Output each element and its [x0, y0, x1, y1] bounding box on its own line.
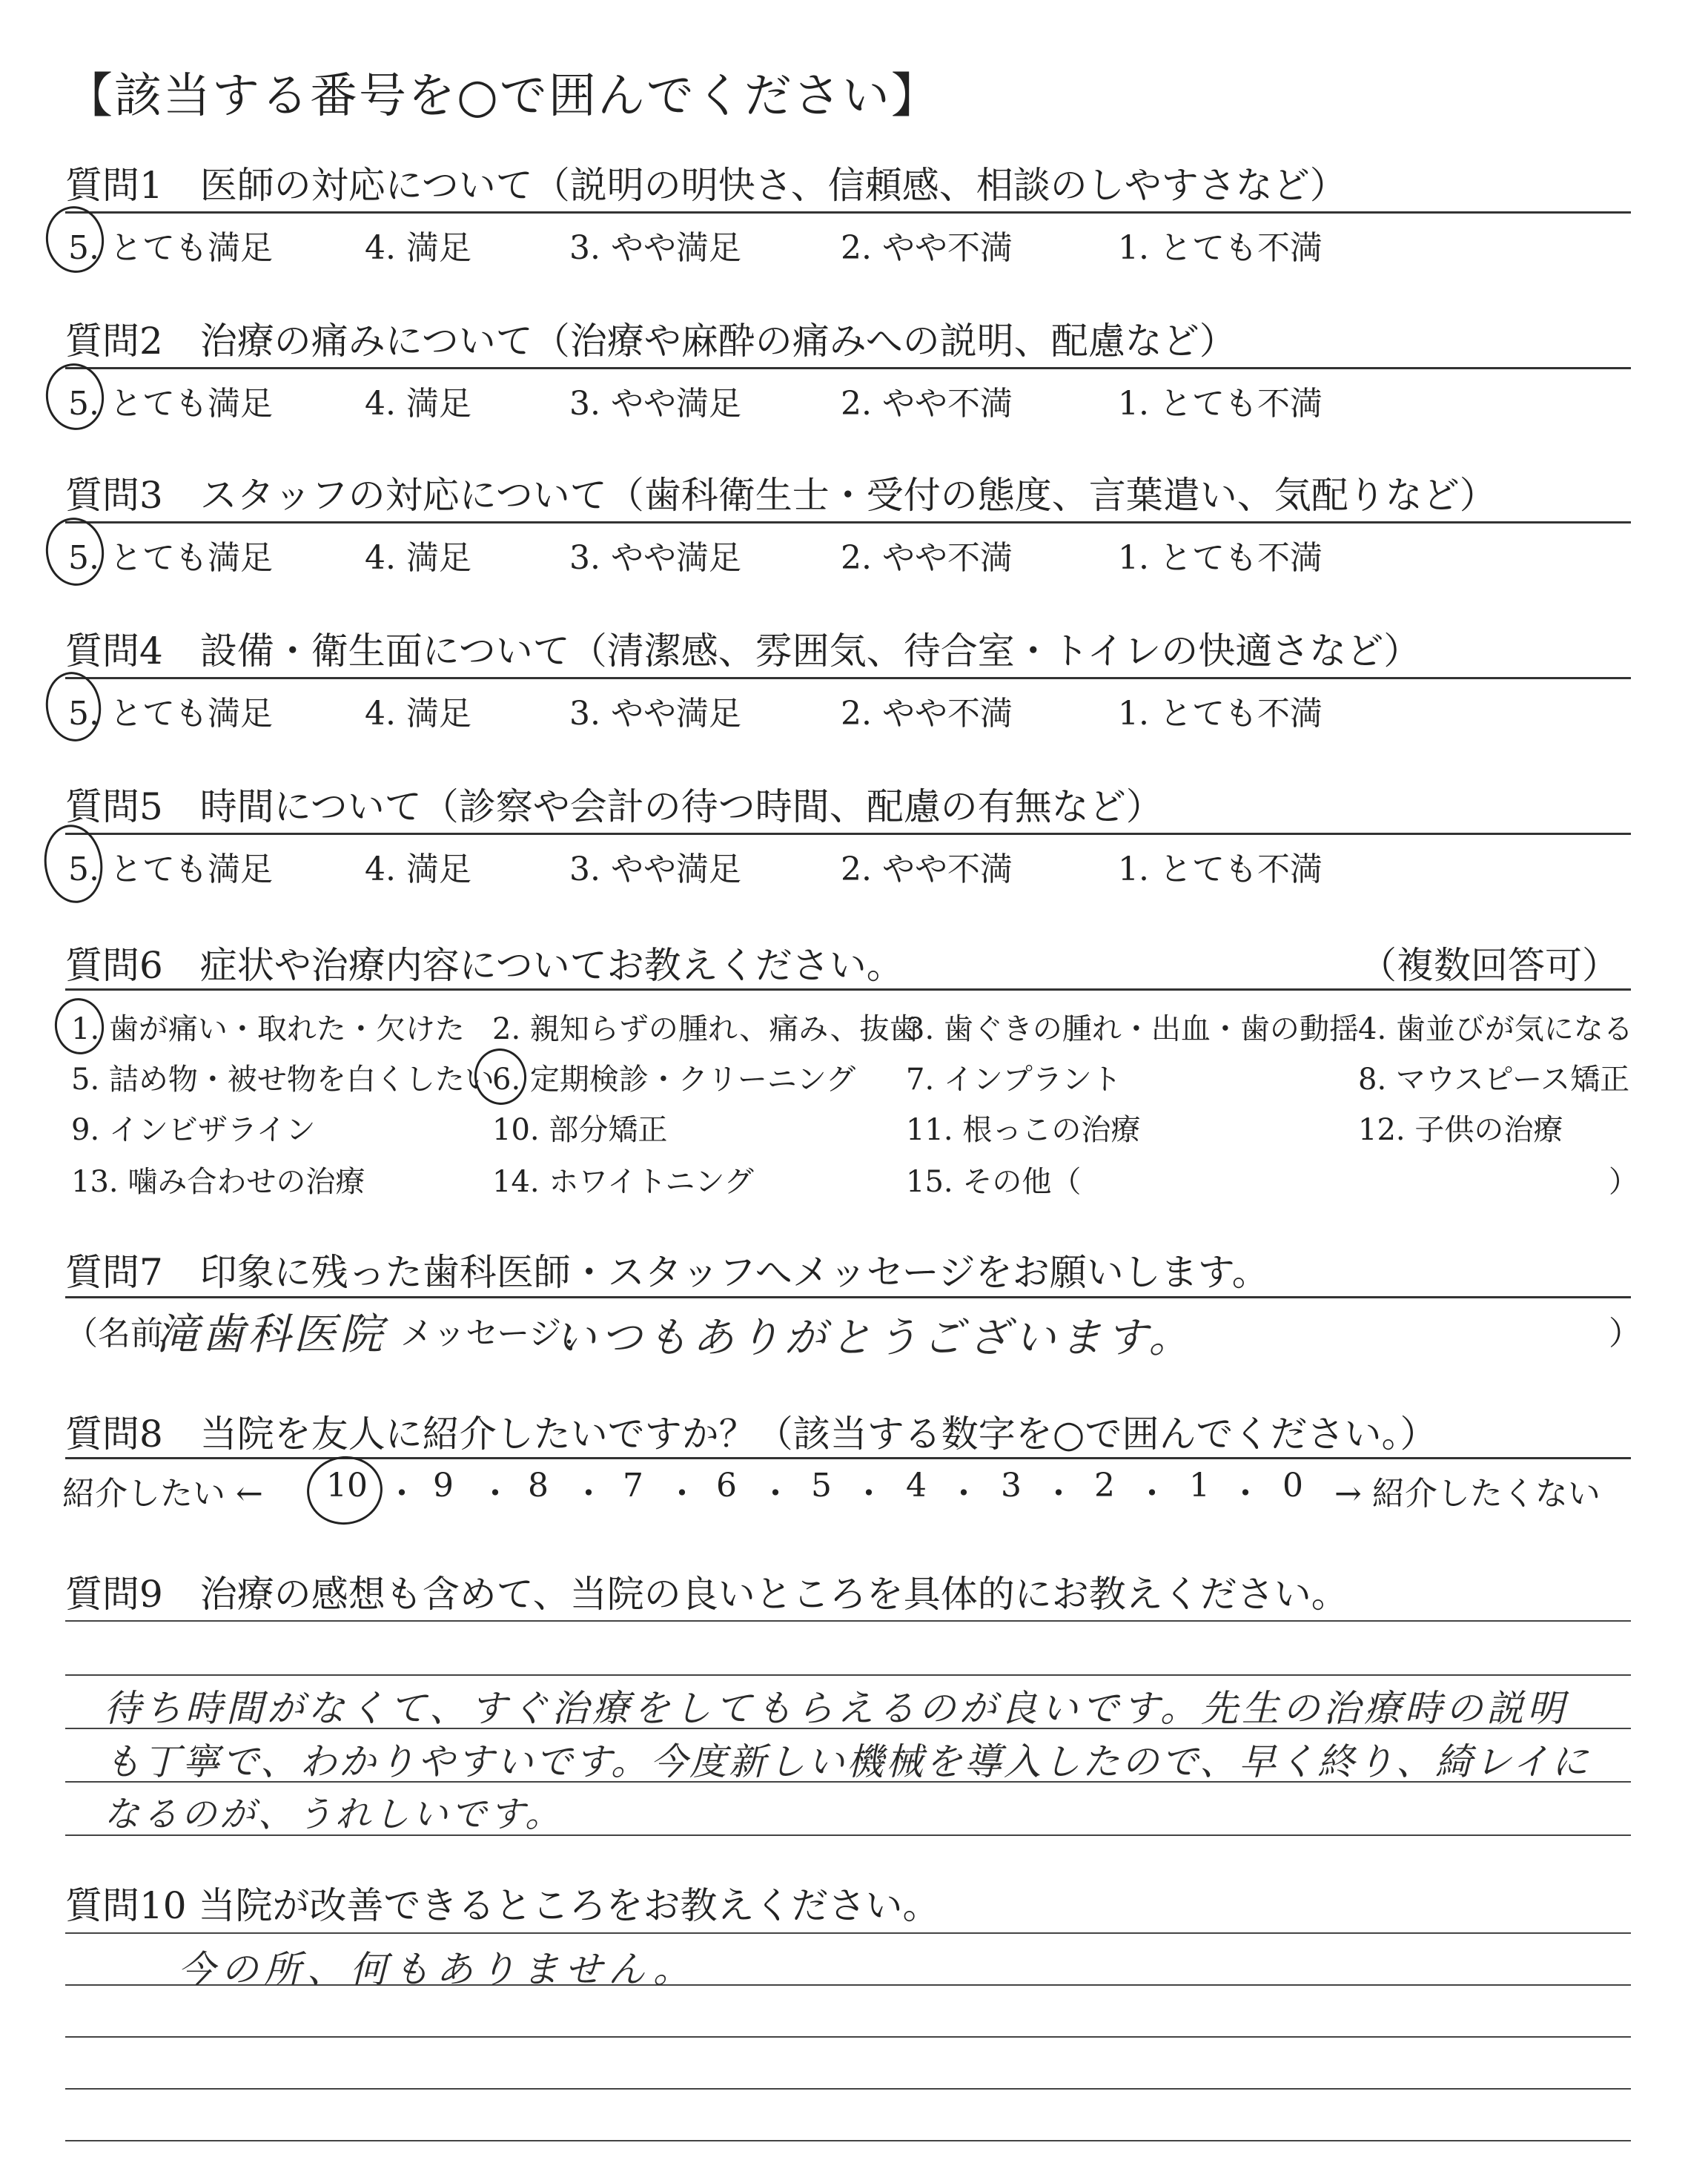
q6-note: （複数回答可） [1360, 944, 1619, 987]
q9-answer-rule-1 [65, 1620, 1631, 1622]
q1-rule [65, 211, 1631, 214]
q6-selection-circle-6 [471, 1045, 530, 1108]
q8-scale-7[interactable]: 7 [623, 1467, 643, 1505]
q6-heading: 質問6 症状や治療内容についてお教えください。 [65, 944, 904, 987]
q4-option-5[interactable]: 5. とても満足 [68, 695, 273, 733]
q2-option-1[interactable]: 1. とても不満 [1118, 385, 1323, 423]
q8-scale-10[interactable]: 10 [326, 1467, 368, 1505]
q8-scale-dot: ・ [1136, 1475, 1168, 1513]
q6-option-15[interactable]: 15. その他（ [906, 1165, 1082, 1199]
q8-scale-8[interactable]: 8 [528, 1467, 549, 1505]
q7-name-value[interactable]: 滝歯科医院 [156, 1309, 386, 1359]
q9-answer-line-1[interactable]: 待ち時間がなくて、すぐ治療をしてもらえるのが良いです。先生の治療時の説明 [104, 1687, 1568, 1730]
q8-scale-dot: ・ [666, 1475, 698, 1513]
q6-selection-circle-1 [51, 995, 107, 1057]
q6-option-1[interactable]: 1. 歯が痛い・取れた・欠けた [71, 1012, 465, 1046]
q5-option-3[interactable]: 3. やや満足 [569, 851, 741, 888]
q8-scale-2[interactable]: 2 [1094, 1467, 1115, 1505]
q8-scale-5[interactable]: 5 [811, 1467, 832, 1505]
q5-option-2[interactable]: 2. やや不満 [841, 851, 1013, 888]
q8-scale-dot: ・ [1229, 1475, 1262, 1513]
q6-option-2[interactable]: 2. 親知らずの腫れ、痛み、抜歯 [492, 1012, 919, 1046]
q8-scale-9[interactable]: 9 [433, 1467, 454, 1505]
q10-answer-rule-5 [65, 2140, 1631, 2141]
q8-scale-dot: ・ [853, 1475, 885, 1513]
q4-option-3[interactable]: 3. やや満足 [569, 695, 741, 733]
q6-rule [65, 988, 1631, 991]
q6-option-14[interactable]: 14. ホワイトニング [492, 1165, 754, 1199]
q9-answer-line-2[interactable]: も丁寧で、わかりやすいです。今度新しい機械を導入したので、早く終り、綺レイに [104, 1740, 1591, 1783]
q6-option-13[interactable]: 13. 噛み合わせの治療 [71, 1165, 365, 1199]
q2-option-5[interactable]: 5. とても満足 [68, 385, 273, 423]
q8-scale-4[interactable]: 4 [906, 1467, 927, 1505]
q6-option-10[interactable]: 10. 部分矯正 [492, 1113, 668, 1147]
q8-scale-dot: ・ [479, 1475, 512, 1513]
q6-other-close-paren: ） [1609, 1165, 1638, 1199]
q4-option-2[interactable]: 2. やや不満 [841, 695, 1013, 733]
q6-option-3[interactable]: 3. 歯ぐきの腫れ・出血・歯の動揺 [906, 1012, 1359, 1046]
q1-option-5[interactable]: 5. とても満足 [68, 229, 273, 267]
q1-option-2[interactable]: 2. やや不満 [841, 229, 1013, 267]
q8-scale-dot: ・ [947, 1475, 980, 1513]
q10-answer-rule-1 [65, 1932, 1631, 1934]
q10-heading: 質問10 当院が改善できるところをお教えください。 [65, 1884, 940, 1927]
q8-scale-0[interactable]: 0 [1282, 1467, 1303, 1505]
q2-option-4[interactable]: 4. 満足 [365, 385, 471, 423]
q4-heading: 質問4 設備・衛生面について（清潔感、雰囲気、待合室・トイレの快適さなど） [65, 630, 1421, 673]
q8-scale-dot: ・ [1042, 1475, 1075, 1513]
q6-option-7[interactable]: 7. インプラント [906, 1063, 1122, 1097]
q3-rule [65, 521, 1631, 524]
q7-rule [65, 1296, 1631, 1298]
q6-option-9[interactable]: 9. インビザライン [71, 1113, 316, 1147]
q10-answer-rule-3 [65, 2036, 1631, 2038]
q10-answer-rule-4 [65, 2088, 1631, 2090]
q8-scale-dot: ・ [385, 1475, 418, 1513]
q8-scale-6[interactable]: 6 [716, 1467, 737, 1505]
q3-option-3[interactable]: 3. やや満足 [569, 539, 741, 577]
q5-rule [65, 833, 1631, 835]
q6-option-6[interactable]: 6. 定期検診・クリーニング [492, 1063, 856, 1097]
q8-scale-3[interactable]: 3 [1001, 1467, 1022, 1505]
q1-option-1[interactable]: 1. とても不満 [1118, 229, 1323, 267]
q6-option-4[interactable]: 4. 歯並びが気になる [1358, 1012, 1633, 1046]
q2-option-2[interactable]: 2. やや不満 [841, 385, 1013, 423]
q7-close-paren: ） [1609, 1315, 1641, 1353]
q5-option-5[interactable]: 5. とても満足 [68, 851, 273, 888]
q8-scale-dot: ・ [759, 1475, 792, 1513]
q5-option-1[interactable]: 1. とても不満 [1118, 851, 1323, 888]
q6-option-11[interactable]: 11. 根っこの治療 [906, 1113, 1141, 1147]
q3-option-1[interactable]: 1. とても不満 [1118, 539, 1323, 577]
q3-option-2[interactable]: 2. やや不満 [841, 539, 1013, 577]
q3-heading: 質問3 スタッフの対応について（歯科衛生士・受付の態度、言葉遣い、気配りなど） [65, 474, 1497, 517]
q5-heading: 質問5 時間について（診察や会計の待つ時間、配慮の有無など） [65, 785, 1163, 828]
q2-option-3[interactable]: 3. やや満足 [569, 385, 741, 423]
q9-answer-line-3[interactable]: なるのが、うれしいです。 [104, 1794, 564, 1835]
q8-scale-dot: ・ [572, 1475, 605, 1513]
q4-rule [65, 677, 1631, 679]
q8-selection-circle [302, 1451, 387, 1529]
q8-right-label: → 紹介したくない [1334, 1475, 1601, 1513]
q8-rule [65, 1457, 1631, 1459]
q7-message-value[interactable]: いつもありがとうございます。 [555, 1314, 1195, 1362]
q7-heading: 質問7 印象に残った歯科医師・スタッフへメッセージをお願いします。 [65, 1251, 1269, 1294]
q7-name-label: （名前 [65, 1315, 163, 1353]
q10-answer[interactable]: 今の所、何もありません。 [178, 1948, 696, 1991]
q5-option-4[interactable]: 4. 満足 [365, 851, 471, 888]
q8-scale-1[interactable]: 1 [1189, 1467, 1210, 1505]
q1-heading: 質問1 医師の対応について（説明の明快さ、信頼感、相談のしやすさなど） [65, 164, 1347, 207]
q8-heading: 質問8 当院を友人に紹介したいですか？（該当する数字を○で囲んでください。） [65, 1413, 1437, 1456]
q6-option-12[interactable]: 12. 子供の治療 [1358, 1113, 1563, 1147]
q9-heading: 質問9 治療の感想も含めて、当院の良いところを具体的にお教えください。 [65, 1573, 1348, 1616]
q2-heading: 質問2 治療の痛みについて（治療や麻酔の痛みへの説明、配慮など） [65, 320, 1237, 363]
q1-option-3[interactable]: 3. やや満足 [569, 229, 741, 267]
q6-option-8[interactable]: 8. マウスピース矯正 [1358, 1063, 1630, 1097]
q3-option-4[interactable]: 4. 満足 [365, 539, 471, 577]
q1-option-4[interactable]: 4. 満足 [365, 229, 471, 267]
q2-rule [65, 367, 1631, 369]
q6-option-5[interactable]: 5. 詰め物・被せ物を白くしたい [71, 1063, 494, 1097]
q4-option-4[interactable]: 4. 満足 [365, 695, 471, 733]
q3-option-5[interactable]: 5. とても満足 [68, 539, 273, 577]
q9-answer-rule-2 [65, 1674, 1631, 1676]
page-title: 【該当する番号を○で囲んでください】 [65, 69, 940, 124]
q8-left-label: 紹介したい ← [62, 1475, 263, 1513]
q7-message-label: メッセージ： [400, 1315, 595, 1353]
q4-option-1[interactable]: 1. とても不満 [1118, 695, 1323, 733]
